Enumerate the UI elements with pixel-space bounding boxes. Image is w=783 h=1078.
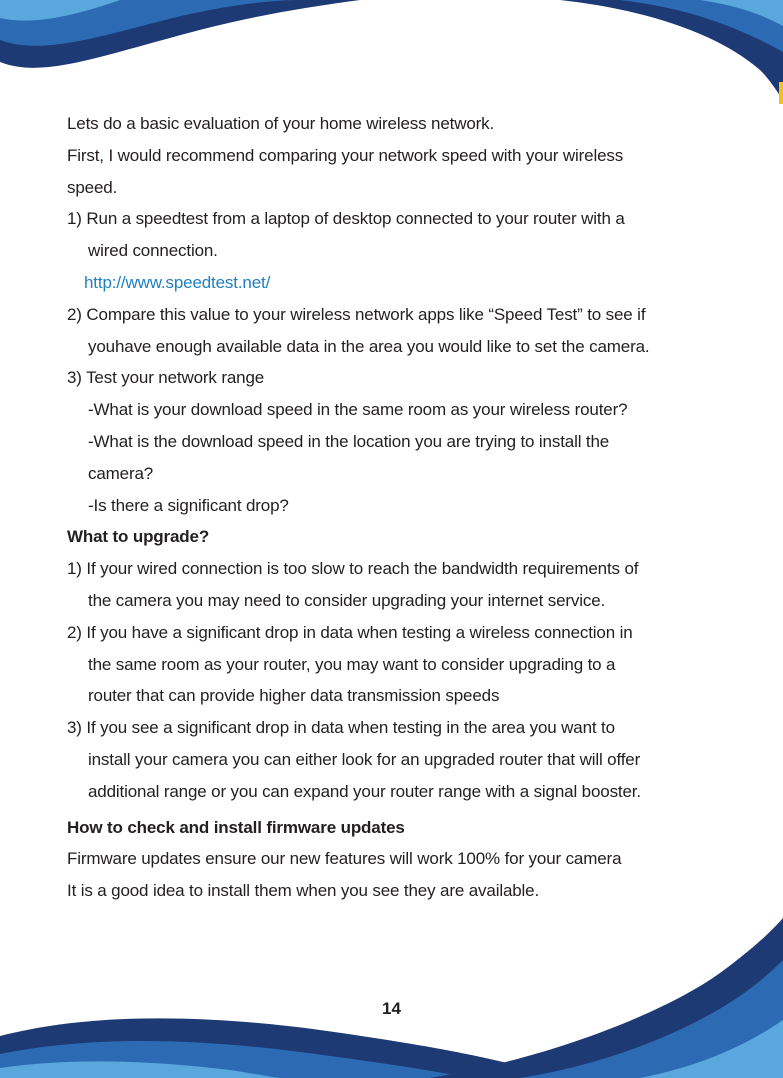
intro-line-1: Lets do a basic evaluation of your home wireless network. [67, 114, 495, 133]
speedtest-link[interactable]: http://www.speedtest.net/ [84, 272, 271, 292]
speedtest-link-row [67, 267, 757, 299]
upgrade3-line-3: additional range or you can expand your router range with a signal booster. [88, 781, 641, 801]
step3-line-1: 3) Test your network range [67, 368, 265, 388]
firmware-line-2: It is a good idea to install them when you see they are available. [67, 881, 540, 901]
upgrade2-line-3: router that can provide higher data transmission speeds [88, 686, 500, 706]
upgrade1-line-1: 1) If your wired connection is too slow to reach the bandwidth requirements of [67, 559, 639, 579]
step2-line-2: youhave enough available data in the area you would like to set the camera. [88, 336, 650, 356]
step3-line-5: -Is there a significant drop? [88, 495, 289, 515]
upgrade3-line-1: 3) If you see a significant drop in data when testing in the area you want to [67, 718, 615, 738]
upgrade2-line-1: 2) If you have a significant drop in data when testing a wireless connection in [67, 622, 633, 642]
firmware-line-1: Firmware updates ensure our new features will work 100% for your camera [67, 849, 622, 869]
top-wave-decoration [0, 0, 783, 110]
page-number: 14 [382, 999, 401, 1018]
upgrade1-line-2: the camera you may need to consider upgrading your internet service. [88, 590, 606, 610]
step2-line-1: 2) Compare this value to your wireless network apps like “Speed Test” to see if [67, 304, 646, 324]
step1-line-2: wired connection. [88, 241, 218, 261]
step1-line-1: 1) Run a speedtest from a laptop of desktop connected to your router with a [67, 209, 625, 229]
bottom-wave-decoration [0, 918, 783, 1078]
upgrade-heading: What to upgrade? [67, 527, 210, 547]
upgrade2-line-2: the same room as your router, you may want to consider upgrading to a [88, 654, 616, 674]
page-content [67, 108, 757, 907]
upgrade3-line-2: install your camera you can either look for an upgraded router that will offer [88, 749, 641, 769]
firmware-heading: How to check and install firmware updates [67, 817, 405, 837]
intro-line-3: speed. [67, 177, 118, 197]
step3-line-2: -What is your download speed in the same room as your wireless router? [88, 400, 628, 420]
intro-line-2: First, I would recommend comparing your network speed with your wireless [67, 145, 624, 165]
step3-line-3: -What is the download speed in the location you are trying to install the [88, 431, 610, 451]
step3-line-4: camera? [88, 463, 154, 483]
